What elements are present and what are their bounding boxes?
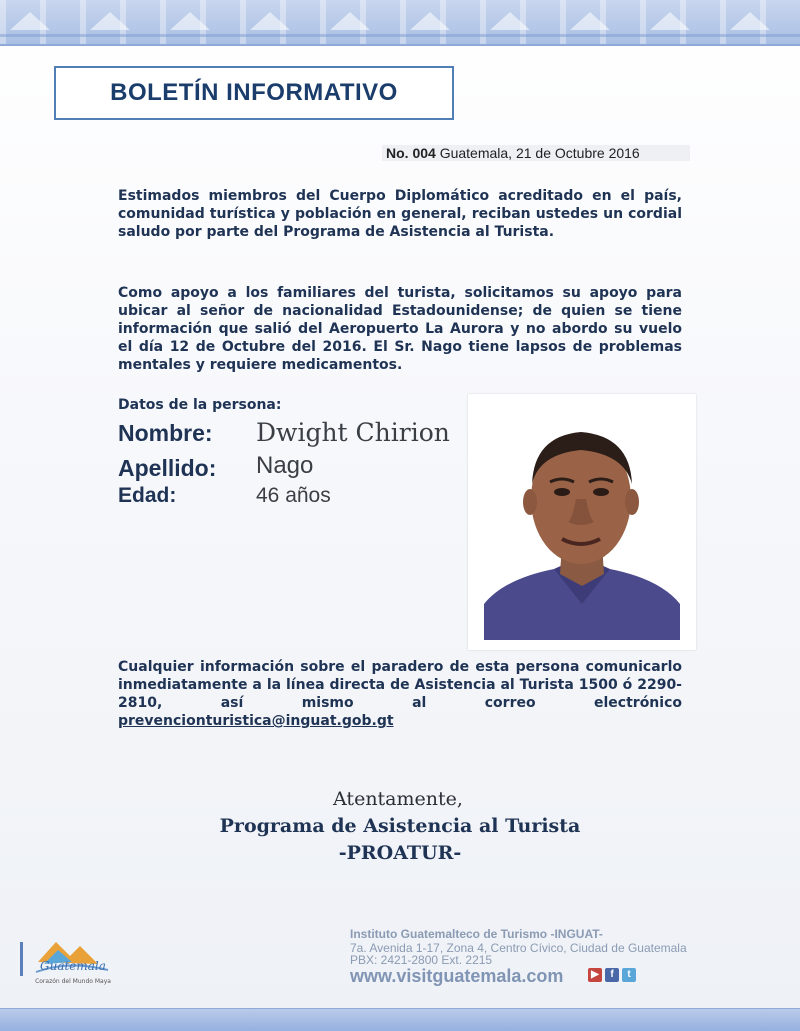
social-icons [588,968,636,982]
youtube-icon[interactable]: ▶ [588,968,602,982]
facebook-icon[interactable]: f [605,968,619,982]
greeting-paragraph: Estimados miembros del Cuerpo Diplomático acreditado en el país, comunidad turística y población en general, reciban ustedes un cordial saludo por parte del Programa de Asistencia al Turista. [118,188,682,240]
closing-text: Atentamente, [333,788,463,810]
contact-text: Cualquier información sobre el paradero de esta persona comunicarlo inmediatamente a la línea directa de Asistencia al Turista 1500 ó 2290-2810, así mismo al correo electrónico [118,659,682,711]
program-acronym: -PROATUR- [338,842,462,864]
title-box [54,66,454,120]
contact-paragraph [118,658,682,730]
age-value: 46 años [256,484,331,507]
footer-website[interactable]: www.visitguatemala.com [350,966,564,986]
age-label: Edad: [118,484,177,507]
dateline [382,145,690,161]
name-value: Dwight Chirion [256,418,450,447]
name-label: Nombre: [118,420,213,446]
footer-institute: Instituto Guatemalteco de Turismo -INGUAT- [350,927,603,941]
person-photo [468,394,696,650]
request-paragraph: Como apoyo a los familiares del turista, solicitamos su apoyo para ubicar al señor de nacionalidad Estadounidense; de quien se tiene información que salió del Aeropuerto La Aurora y no abordo su vuelo el día 12 de Octubre del 2016. El Sr. Nago tiene lapsos de problemas mentales y requiere medicamentos. [118,285,682,373]
pattern-icon [0,0,800,44]
program-name: Programa de Asistencia al Turista [219,815,581,837]
person-portrait-icon [484,404,680,640]
footer-address: 7a. Avenida 1-17, Zona 4, Centro Cívico, Ciudad de Guatemala [350,941,687,955]
logo-wordmark: Guatemala [40,959,106,973]
twitter-icon[interactable]: t [622,968,636,982]
bulletin-number: No. 004 [386,145,436,161]
footer-phone: PBX: 2421-2800 Ext. 2215 [350,953,493,967]
logo-icon [18,932,118,982]
bulletin-title: BOLETÍN INFORMATIVO [110,79,398,106]
surname-value: Nago [256,452,314,479]
email-link[interactable]: prevencionturistica@inguat.gob.gt [118,713,394,729]
decorative-bottom-band [0,1008,800,1031]
decorative-top-band [0,0,800,46]
logo-caption: Corazón del Mundo Maya [35,978,111,985]
surname-label: Apellido: [118,455,217,481]
person-section-label: Datos de la persona: [118,397,282,413]
place-date: Guatemala, 21 de Octubre 2016 [439,145,640,161]
